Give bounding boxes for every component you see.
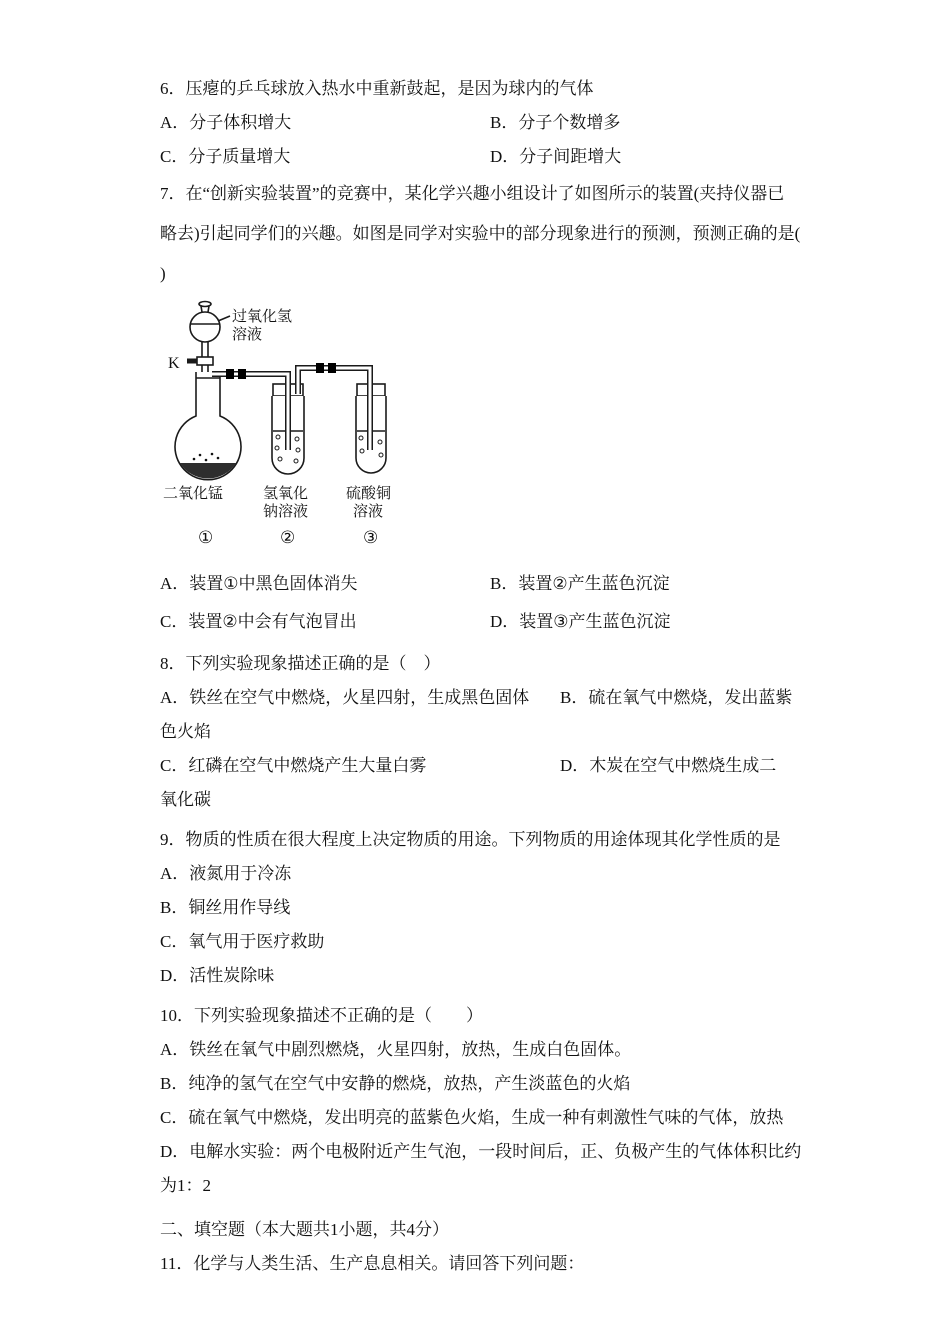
q6-option-b: B．分子个数增多	[490, 113, 621, 132]
q9-option-c: C．氧气用于医疗救助	[160, 932, 325, 951]
apparatus-diagram	[160, 298, 418, 550]
q7-options-row-2	[160, 603, 828, 641]
label-naoh-line1: 氢氧化	[263, 486, 309, 502]
label-num-1: ①	[198, 528, 214, 547]
label-num-3: ③	[363, 528, 379, 547]
q8-option-d-part1: D．木炭在空气中燃烧生成二	[560, 756, 777, 775]
page-content	[160, 72, 828, 1281]
q7-option-c: C．装置②中会有气泡冒出	[160, 612, 357, 631]
q7-figure	[160, 298, 828, 555]
q10-option-d-part2: 为1：2	[160, 1176, 211, 1195]
q6-stem: 6．压瘪的乒乓球放入热水中重新鼓起，是因为球内的气体	[160, 79, 594, 98]
q7-options-row-1	[160, 565, 828, 603]
q7-option-a: A．装置①中黑色固体消失	[160, 574, 358, 593]
q9-option-a: A．液氮用于冷冻	[160, 864, 292, 883]
q8-option-d-part2: 氧化碳	[160, 790, 211, 809]
q6-options-row-1	[160, 106, 828, 140]
flask-icon	[175, 372, 241, 480]
q7-stem-line-3: )	[160, 264, 166, 283]
q8-option-c: C．红磷在空气中燃烧产生大量白雾	[160, 756, 427, 775]
q9-option-d: D．活性炭除味	[160, 966, 275, 985]
label-mno2: 二氧化锰	[163, 486, 224, 502]
q7-stem-line-2: 略去)引起同学们的兴趣。如图是同学对实验中的部分现象进行的预测，预测正确的是(	[160, 224, 801, 243]
label-stopcock-k: K	[168, 355, 180, 372]
q10-option-b: B．纯净的氢气在空气中安静的燃烧，放热，产生淡蓝色的火焰	[160, 1074, 631, 1093]
q9-option-b: B．铜丝用作导线	[160, 898, 291, 917]
q7-option-d: D．装置③产生蓝色沉淀	[490, 612, 671, 631]
q6-options-row-2	[160, 140, 828, 174]
q8-options-line-1	[160, 681, 828, 715]
label-cuso4-line1: 硫酸铜	[346, 486, 392, 502]
label-cuso4-line2: 溶液	[353, 504, 384, 520]
q6-option-d: D．分子间距增大	[490, 147, 622, 166]
q7-option-b: B．装置②产生蓝色沉淀	[490, 574, 670, 593]
q10-option-c: C．硫在氧气中燃烧，发出明亮的蓝紫色火焰，生成一种有刺激性气味的气体，放热	[160, 1108, 784, 1127]
q6-option-a: A．分子体积增大	[160, 113, 292, 132]
label-naoh-line2: 钠溶液	[263, 504, 309, 520]
q6-option-c: C．分子质量增大	[160, 147, 291, 166]
q8-options-line-3	[160, 749, 828, 783]
q7-stem-line-1: 7．在“创新实验装置”的竞赛中，某化学兴趣小组设计了如图所示的装置(夹持仪器已	[160, 184, 785, 203]
q8-option-a: A．铁丝在空气中燃烧，火星四射，生成黑色固体	[160, 688, 530, 707]
q10-option-a: A．铁丝在氧气中剧烈燃烧，火星四射，放热，生成白色固体。	[160, 1040, 632, 1059]
q9-stem: 9．物质的性质在很大程度上决定物质的用途。下列物质的用途体现其化学性质的是	[160, 830, 781, 849]
section-2-header: 二、填空题（本大题共1小题，共4分）	[160, 1220, 449, 1239]
label-num-2: ②	[280, 528, 296, 547]
q11-stem: 11．化学与人类生活、生产息息相关。请回答下列问题：	[160, 1254, 585, 1273]
q8-stem: 8．下列实验现象描述正确的是（ ）	[160, 654, 441, 673]
label-peroxide-line2: 溶液	[232, 327, 263, 343]
q10-stem: 10．下列实验现象描述不正确的是（ ）	[160, 1006, 483, 1025]
label-peroxide-line1: 过氧化氢	[232, 309, 293, 325]
q8-option-b-part1: B．硫在氧气中燃烧，发出蓝紫	[560, 688, 793, 707]
q8-option-b-part2: 色火焰	[160, 722, 211, 741]
q10-option-d-part1: D．电解水实验：两个电极附近产生气泡，一段时间后，正、负极产生的气体体积比约	[160, 1142, 802, 1161]
